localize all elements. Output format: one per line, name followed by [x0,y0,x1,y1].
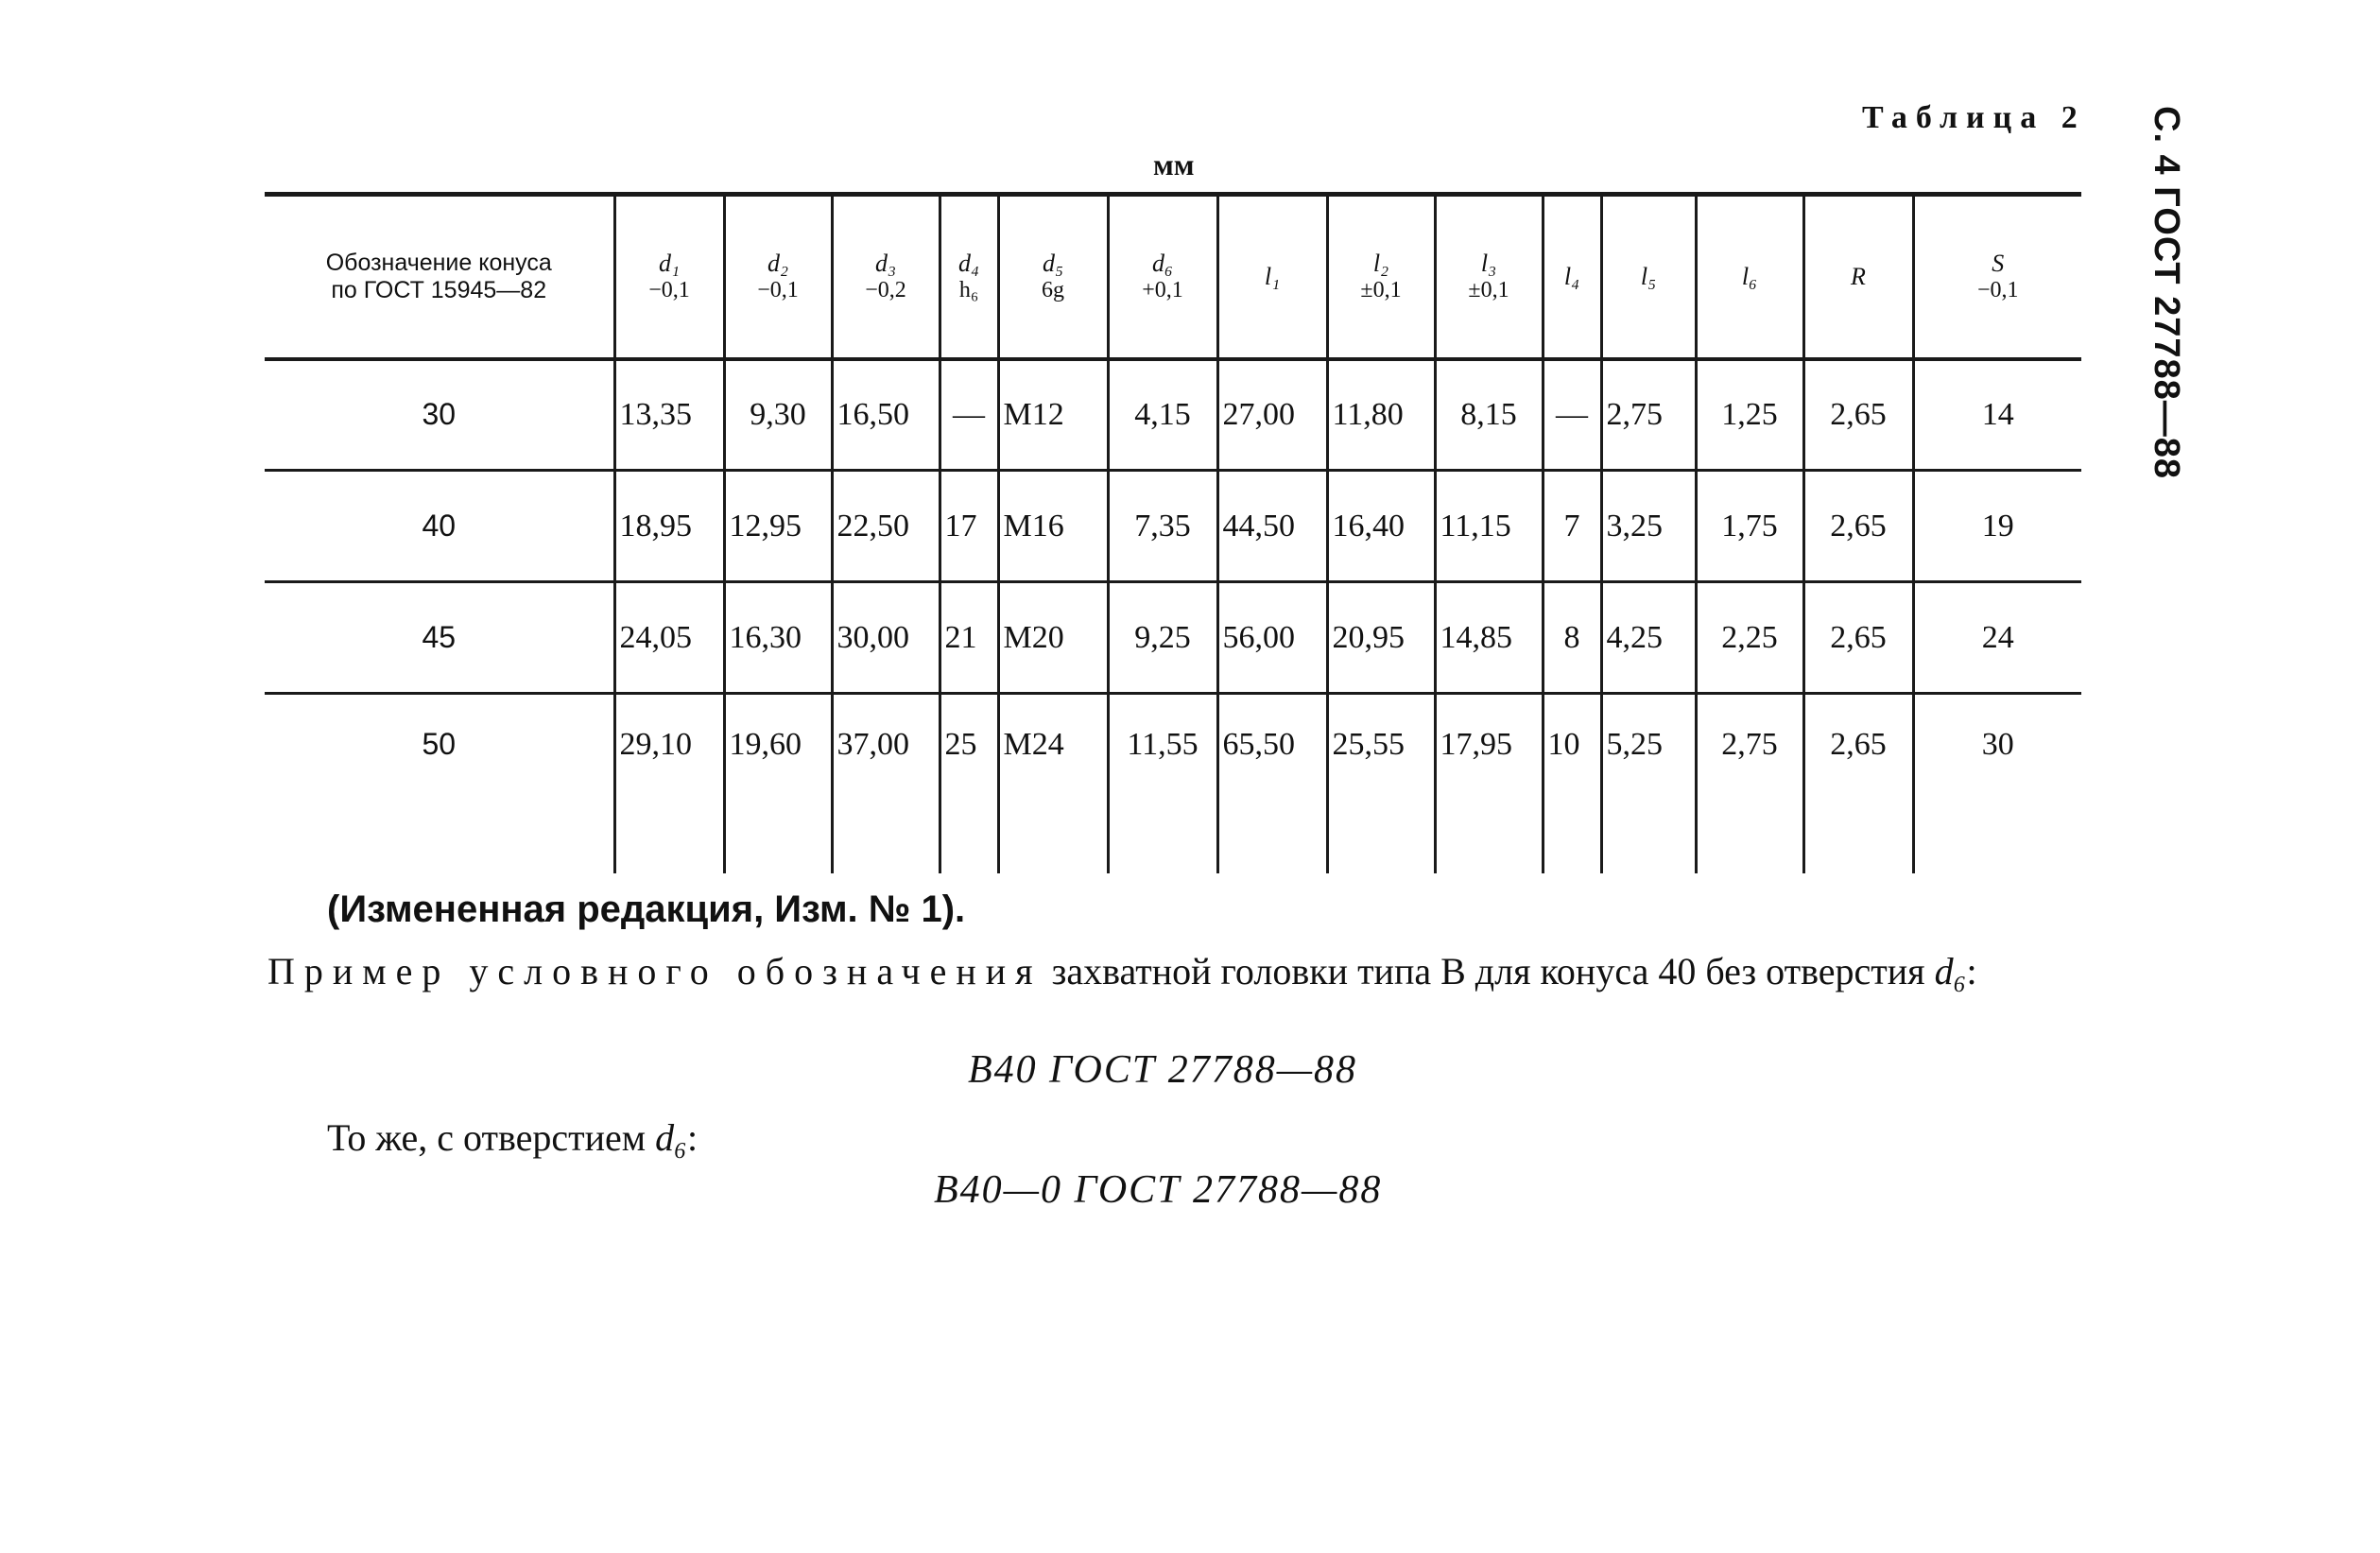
designation-with-hole: В40—0 ГОСТ 27788—88 [934,1168,1383,1212]
table-cell: 24 [1913,582,2081,694]
table-cell: 56,00 [1217,582,1327,694]
column-header-d1 [614,195,724,359]
table-cell: 11,15 [1435,471,1543,582]
cone-cell: 45 [422,620,457,654]
table-cell: 10 [1543,694,1601,873]
column-symbol: d₆ [1151,250,1174,277]
table-cell: 8,15 [1435,359,1543,471]
table-cell: 37,00 [832,694,940,873]
table-cell: 19,60 [724,694,832,873]
column-symbol: d₅ [1042,250,1064,277]
column-header-l4 [1543,195,1601,359]
column-symbol: l₂ [1372,250,1389,277]
table-cell: 9,30 [724,359,832,471]
column-tolerance: ±0,1 [1468,277,1509,302]
column-tolerance: −0,1 [648,277,690,302]
table-row [265,582,2081,694]
column-symbol: d₁ [658,250,681,277]
column-tolerance: −0,2 [865,277,906,302]
table-cell: 5,25 [1601,694,1696,873]
column-header-d6 [1108,195,1217,359]
table-cell: M24 [998,694,1108,873]
example-symbol: d₆ [1934,950,1967,992]
table-cell: 27,00 [1217,359,1327,471]
cone-cell: 40 [422,509,457,543]
table-header-row [265,195,2081,359]
table-row [265,471,2081,582]
table-cell: — [1543,359,1601,471]
table-cell: 25 [940,694,998,873]
column-symbol: l₆ [1741,262,1758,290]
table-cell: 2,65 [1803,694,1913,873]
column-header-s [1913,195,2081,359]
table-cell: 65,50 [1217,694,1327,873]
table-cell: 2,65 [1803,359,1913,471]
table-cell: 16,40 [1327,471,1435,582]
table-row [265,359,2081,471]
table-cell: 30,00 [832,582,940,694]
example-lead: Пример условного обозначения [267,950,1043,992]
table-cell: 1,25 [1696,359,1803,471]
cone-cell: 30 [422,397,457,432]
column-tolerance: +0,1 [1142,277,1183,302]
units-label: мм [1153,147,1195,181]
table-cell: 18,95 [614,471,724,582]
cone-header-line-1: Обозначение конуса [325,250,552,276]
column-header-d3 [832,195,940,359]
with-hole-symbol: d₆ [655,1116,688,1159]
column-tolerance: −0,1 [757,277,799,302]
column-symbol: R [1851,262,1866,290]
table-cell: 12,95 [724,471,832,582]
table-cell: 2,25 [1696,582,1803,694]
table-cell: 16,30 [724,582,832,694]
table-cell: 2,65 [1803,471,1913,582]
dimensions-table [265,192,2081,873]
column-header-l6 [1696,195,1803,359]
cone-cell: 50 [422,727,457,761]
table-cell: 2,75 [1696,694,1803,873]
table-row [265,694,2081,873]
example-colon: : [1966,950,1977,992]
table-cell: 4,25 [1601,582,1696,694]
column-tolerance: 6g [1042,277,1064,302]
page-header-vertical: С. 4 ГОСТ 27788—88 [2147,106,2186,480]
table-cell: 7 [1543,471,1601,582]
table-cell: 11,55 [1108,694,1217,873]
column-header-l5 [1601,195,1696,359]
table-cell: 20,95 [1327,582,1435,694]
table-cell: 16,50 [832,359,940,471]
example-text: захватной головки типа В для конуса 40 без отверстия [1042,950,1935,992]
example-paragraph [267,948,2082,995]
column-symbol: d₄ [957,250,980,277]
column-symbol: l₅ [1640,262,1657,290]
column-tolerance: ±0,1 [1360,277,1402,302]
table-cell: 21 [940,582,998,694]
column-header-r [1803,195,1913,359]
table-cell: 1,75 [1696,471,1803,582]
column-tolerance: h₆ [958,277,979,302]
column-symbol: d₂ [767,250,789,277]
table-cell: 30 [1913,694,2081,873]
table-cell: 8 [1543,582,1601,694]
column-header-l2 [1327,195,1435,359]
table-cell: 13,35 [614,359,724,471]
table-cell: M12 [998,359,1108,471]
with-hole-paragraph [327,1115,698,1160]
table-cell: — [940,359,998,471]
with-hole-text: То же, с отверстием [327,1116,656,1159]
table-label: Таблица 2 [1862,100,2086,135]
designation-without-hole: В40 ГОСТ 27788—88 [968,1048,1358,1092]
table-cell: 17 [940,471,998,582]
table-cell: 14 [1913,359,2081,471]
cone-column-header [265,195,614,359]
with-hole-colon: : [687,1116,698,1159]
table-cell: 4,15 [1108,359,1217,471]
table-cell: 17,95 [1435,694,1543,873]
column-symbol: l₁ [1264,262,1281,290]
table-cell: 19 [1913,471,2081,582]
table-cell: 2,65 [1803,582,1913,694]
column-header-d5 [998,195,1108,359]
table-cell: M16 [998,471,1108,582]
table-cell: M20 [998,582,1108,694]
amendment-note: (Измененная редакция, Изм. № 1). [327,889,966,930]
column-symbol: l₄ [1563,262,1580,290]
dimensions-table-wrap [265,192,2081,874]
table-cell: 25,55 [1327,694,1435,873]
column-header-l1 [1217,195,1327,359]
cone-header-line-2: по ГОСТ 15945—82 [331,276,547,303]
table-cell: 2,75 [1601,359,1696,471]
table-cell: 11,80 [1327,359,1435,471]
column-symbol: S [1992,250,2005,277]
column-symbol: l₃ [1480,250,1497,277]
table-cell: 22,50 [832,471,940,582]
table-cell: 9,25 [1108,582,1217,694]
column-symbol: d₃ [874,250,897,277]
table-cell: 3,25 [1601,471,1696,582]
table-cell: 14,85 [1435,582,1543,694]
column-header-d2 [724,195,832,359]
table-cell: 7,35 [1108,471,1217,582]
table-cell: 44,50 [1217,471,1327,582]
column-header-d4 [940,195,998,359]
table-cell: 29,10 [614,694,724,873]
column-header-l3 [1435,195,1543,359]
table-cell: 24,05 [614,582,724,694]
column-tolerance: −0,1 [1976,277,2019,302]
